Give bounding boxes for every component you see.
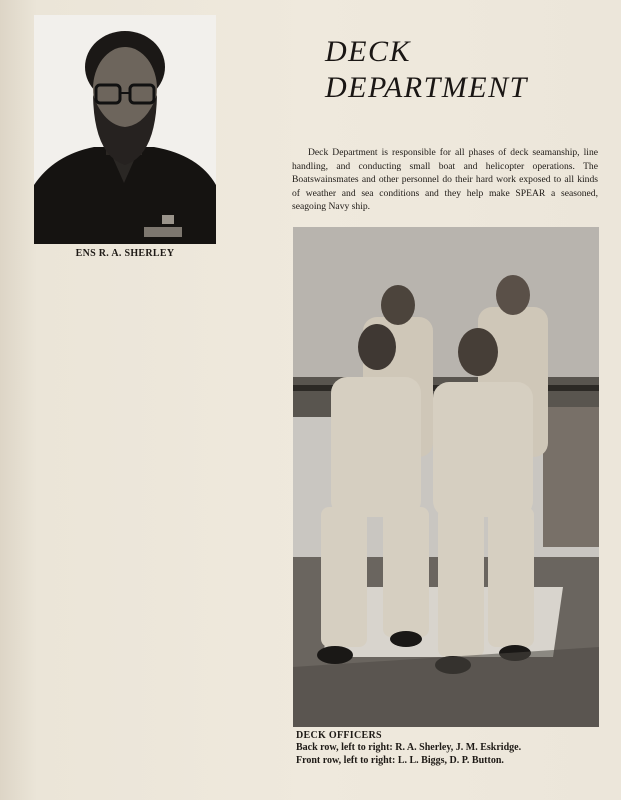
- page-title: [325, 34, 528, 106]
- group-photo-caption-front-row: Front row, left to right: L. L. Biggs, D. P. Button.: [296, 755, 504, 766]
- officer-portrait-photo: [34, 15, 216, 244]
- deck-officers-group-photo: [293, 227, 599, 727]
- page-title-line-1: DECK: [325, 35, 412, 68]
- group-photo-caption-title: DECK OFFICERS: [296, 730, 382, 741]
- portrait-caption: ENS R. A. SHERLEY: [75, 248, 175, 259]
- group-photo-caption-back-row: Back row, left to right: R. A. Sherley, J. M. Eskridge.: [296, 742, 522, 753]
- intro-paragraph: Deck Department is responsible for all phases of deck seamanship, line handling, and conducting small boat and helicopter operations. The Boatswainsmates and other personnel do their hard work exposed to all kinds of weather and sea conditions and they help make SPEAR a seasoned, seagoing Navy ship.: [292, 147, 598, 213]
- page-title-line-2: DEPARTMENT: [325, 71, 528, 104]
